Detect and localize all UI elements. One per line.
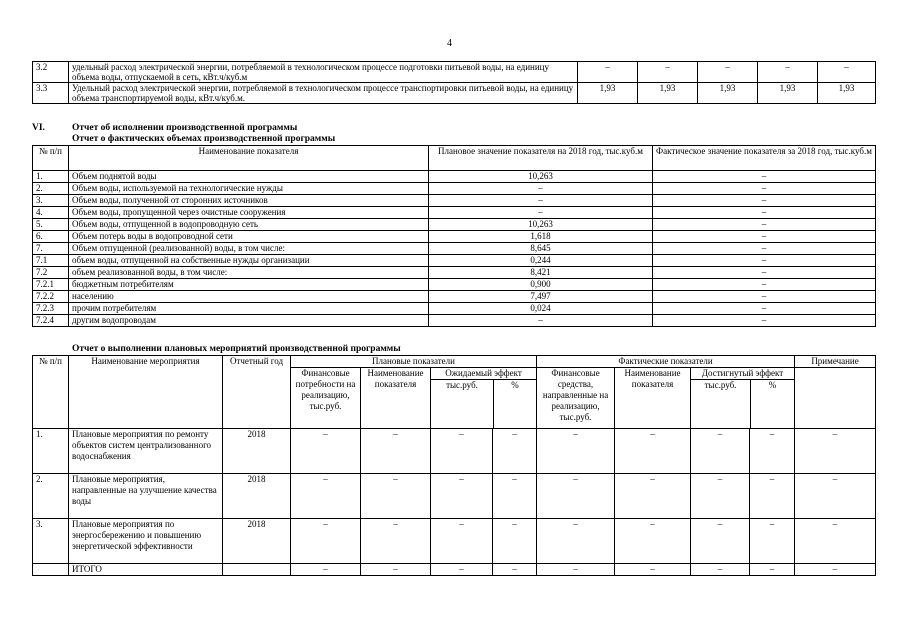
- header-fact-eff-sub: [691, 380, 794, 428]
- page-number: 4: [447, 38, 452, 49]
- row-number: 7.1: [33, 255, 69, 267]
- header-plan: Плановое значение показателя на 2018 год, тыс.куб.м: [429, 146, 653, 171]
- header-plan-ind: Наименование показателя: [361, 368, 431, 429]
- row-number: 1.: [33, 171, 69, 183]
- row-name: Объем воды, отпущенной в водопроводную сеть: [69, 219, 429, 231]
- cell-value: –: [291, 564, 361, 576]
- cell-value: –: [691, 429, 750, 474]
- row-number: 3.2: [33, 62, 69, 83]
- row-number: [33, 564, 69, 576]
- row-name: другим водопроводам: [69, 315, 429, 327]
- header-num: № п/п: [33, 356, 69, 429]
- header-fact-eff-cell: [691, 368, 795, 429]
- row-number: 1.: [33, 429, 69, 474]
- table-row: [33, 474, 876, 519]
- row-name: Плановые мероприятия по ремонту объектов систем централизованного водоснабжения: [69, 429, 223, 474]
- cell-value: –: [431, 564, 493, 576]
- fact-value: –: [653, 255, 876, 267]
- header-plan-eff-cell: [431, 368, 537, 429]
- cell-value: –: [578, 62, 638, 83]
- plan-value: 0,244: [429, 255, 653, 267]
- cell-value: –: [537, 474, 615, 519]
- fact-value: –: [653, 267, 876, 279]
- cell-value: –: [795, 564, 876, 576]
- plan-value: –: [429, 315, 653, 327]
- table-row: [33, 303, 876, 315]
- plan-value: –: [429, 207, 653, 219]
- cell-value: –: [615, 429, 691, 474]
- cell-value: –: [431, 429, 493, 474]
- section-number: VI.: [32, 123, 45, 133]
- row-number: 7.2.4: [33, 315, 69, 327]
- table-row: [33, 231, 876, 243]
- table-row: [33, 255, 876, 267]
- table-row: [33, 267, 876, 279]
- row-number: 7.2: [33, 267, 69, 279]
- header-year: Отчетный год: [223, 356, 291, 429]
- fact-value: –: [653, 171, 876, 183]
- cell-value: –: [537, 429, 615, 474]
- row-number: 7.2.3: [33, 303, 69, 315]
- row-name: Объем воды, используемой на технологические нужды: [69, 183, 429, 195]
- table-row: [33, 83, 876, 104]
- fact-value: –: [653, 195, 876, 207]
- row-name: Объем потерь воды в водопроводной сети: [69, 231, 429, 243]
- table-row: [33, 519, 876, 564]
- table-row: [33, 291, 876, 303]
- header-fact-pct: %: [768, 380, 777, 390]
- table-header: [33, 146, 876, 171]
- row-name: Плановые мероприятия по энергосбережению и повышению энергетической эффективности: [69, 519, 223, 564]
- measures-title: Отчет о выполнении плановых мероприятий производственной программы: [72, 344, 401, 354]
- table-row: [33, 195, 876, 207]
- header-name: Наименование показателя: [69, 146, 429, 171]
- fact-value: –: [653, 279, 876, 291]
- fact-value: –: [653, 207, 876, 219]
- cell-value: –: [537, 564, 615, 576]
- row-name: Объем отпущенной (реализованной) воды, в том числе:: [69, 243, 429, 255]
- plan-value: –: [429, 195, 653, 207]
- row-number: 3.: [33, 195, 69, 207]
- row-year: 2018: [223, 474, 291, 519]
- header-note: Примечание: [795, 356, 876, 368]
- row-number: 4.: [33, 207, 69, 219]
- cell-value: –: [698, 62, 758, 83]
- cell-value: –: [795, 474, 876, 519]
- header-num: № п/п: [33, 146, 69, 171]
- row-name: Объем воды, пропущенной через очистные сооружения: [69, 207, 429, 219]
- row-year: 2018: [223, 519, 291, 564]
- row-name: Объем поднятой воды: [69, 171, 429, 183]
- cell-value: –: [758, 62, 818, 83]
- row-year: [223, 564, 291, 576]
- total-row: [33, 564, 876, 576]
- plan-value: 10,263: [429, 171, 653, 183]
- table-row: [33, 207, 876, 219]
- plan-value: 0,024: [429, 303, 653, 315]
- row-number: 5.: [33, 219, 69, 231]
- header-plan-eff: Ожидаемый эффект: [431, 368, 536, 380]
- indicators-table: [32, 61, 876, 104]
- row-name: Плановые мероприятия, направленные на улучшение качества воды: [69, 474, 223, 519]
- plan-value: 10,263: [429, 219, 653, 231]
- cell-value: –: [818, 62, 876, 83]
- header-fact-eff: Достигнутый эффект: [691, 368, 794, 380]
- section-subtitle: Отчет о фактических объемах производственной программы: [72, 134, 336, 144]
- table-row: [33, 62, 876, 83]
- total-label: ИТОГО: [69, 564, 223, 576]
- cell-value: –: [291, 519, 361, 564]
- row-name: объем воды, отпущенной на собственные нужды организации: [69, 255, 429, 267]
- cell-value: –: [291, 474, 361, 519]
- header-fact-fin: Финансовые средства, направленные на реализацию, тыс.руб.: [537, 368, 615, 429]
- row-number: 6.: [33, 231, 69, 243]
- fact-value: –: [653, 219, 876, 231]
- cell-value: –: [361, 564, 431, 576]
- fact-value: –: [653, 303, 876, 315]
- table-row: [33, 315, 876, 327]
- table-row: [33, 429, 876, 474]
- row-name: прочим потребителям: [69, 303, 429, 315]
- cell-value: –: [361, 519, 431, 564]
- cell-value: 1,93: [698, 83, 758, 104]
- cell-value: –: [361, 429, 431, 474]
- cell-value: –: [691, 474, 750, 519]
- plan-value: 1,618: [429, 231, 653, 243]
- row-number: 2.: [33, 474, 69, 519]
- row-name: Удельный расход электрической энергии, потребляемой в технологическом процессе транспортировки питьевой воды, на единицу объема транспортируемой воды, кВт.ч/куб.м.: [69, 83, 578, 104]
- cell-value: 1,93: [758, 83, 818, 104]
- cell-value: –: [431, 519, 493, 564]
- plan-value: 0,900: [429, 279, 653, 291]
- cell-value: –: [537, 519, 615, 564]
- header-fact-rub: тыс.руб.: [691, 380, 751, 428]
- plan-value: –: [429, 183, 653, 195]
- cell-value: –: [615, 474, 691, 519]
- fact-value: –: [653, 231, 876, 243]
- cell-value: –: [795, 429, 876, 474]
- section-heading: [32, 123, 297, 134]
- row-name: удельный расход электрической энергии, потребляемой в технологическом процессе подготовки питьевой воды, на единицу объема воды, отпускаемой в сеть, кВт.ч/куб.м: [69, 62, 578, 83]
- table-row: [33, 243, 876, 255]
- header-plan-pct: %: [511, 380, 519, 390]
- row-name: населению: [69, 291, 429, 303]
- plan-value: 8,421: [429, 267, 653, 279]
- cell-value: –: [361, 474, 431, 519]
- cell-value: 1,93: [578, 83, 638, 104]
- cell-value: –: [291, 429, 361, 474]
- table-row: [33, 183, 876, 195]
- header-plan-rub: тыс.руб.: [431, 380, 494, 428]
- fact-value: –: [653, 183, 876, 195]
- row-year: 2018: [223, 429, 291, 474]
- row-number: 7.2.2: [33, 291, 69, 303]
- cell-value: –: [691, 564, 750, 576]
- header-note-empty: [795, 368, 876, 429]
- table-header: [33, 356, 876, 368]
- cell-value: –: [691, 519, 750, 564]
- cell-value: 1,93: [638, 83, 698, 104]
- cell-value: –: [638, 62, 698, 83]
- plan-value: 8,645: [429, 243, 653, 255]
- row-number: 2.: [33, 183, 69, 195]
- fact-value: –: [653, 243, 876, 255]
- row-number: 7.: [33, 243, 69, 255]
- cell-value: 1,93: [818, 83, 876, 104]
- cell-value: –: [750, 474, 795, 519]
- plan-value: 7,497: [429, 291, 653, 303]
- row-name: бюджетным потребителям: [69, 279, 429, 291]
- header-plan-fin: Финансовые потребности на реализацию, тыс.руб.: [291, 368, 361, 429]
- cell-value: –: [615, 564, 691, 576]
- cell-value: –: [493, 564, 537, 576]
- cell-value: –: [750, 429, 795, 474]
- header-plan-eff-sub: [431, 380, 536, 428]
- cell-value: –: [493, 474, 537, 519]
- cell-value: –: [493, 429, 537, 474]
- cell-value: –: [750, 564, 795, 576]
- header-fact-ind: Наименование показателя: [615, 368, 691, 429]
- header-fact-group: Фактические показатели: [537, 356, 795, 368]
- fact-value: –: [653, 291, 876, 303]
- cell-value: –: [431, 474, 493, 519]
- row-number: 3.: [33, 519, 69, 564]
- table-row: [33, 279, 876, 291]
- header-name: Наименование мероприятия: [69, 356, 223, 429]
- cell-value: –: [795, 519, 876, 564]
- cell-value: –: [750, 519, 795, 564]
- header-fact: Фактическое значение показателя за 2018 год, тыс.куб.м: [653, 146, 876, 171]
- measures-table: [32, 355, 876, 576]
- section-title: Отчет об исполнении производственной программы: [72, 123, 298, 133]
- header-plan-group: Плановые показатели: [291, 356, 537, 368]
- row-name: объем реализованной воды, в том числе:: [69, 267, 429, 279]
- cell-value: –: [615, 519, 691, 564]
- row-name: Объем воды, полученной от сторонних источников: [69, 195, 429, 207]
- row-number: 7.2.1: [33, 279, 69, 291]
- volumes-table: [32, 145, 876, 327]
- table-row: [33, 219, 876, 231]
- cell-value: –: [493, 519, 537, 564]
- fact-value: –: [653, 315, 876, 327]
- row-number: 3.3: [33, 83, 69, 104]
- table-row: [33, 171, 876, 183]
